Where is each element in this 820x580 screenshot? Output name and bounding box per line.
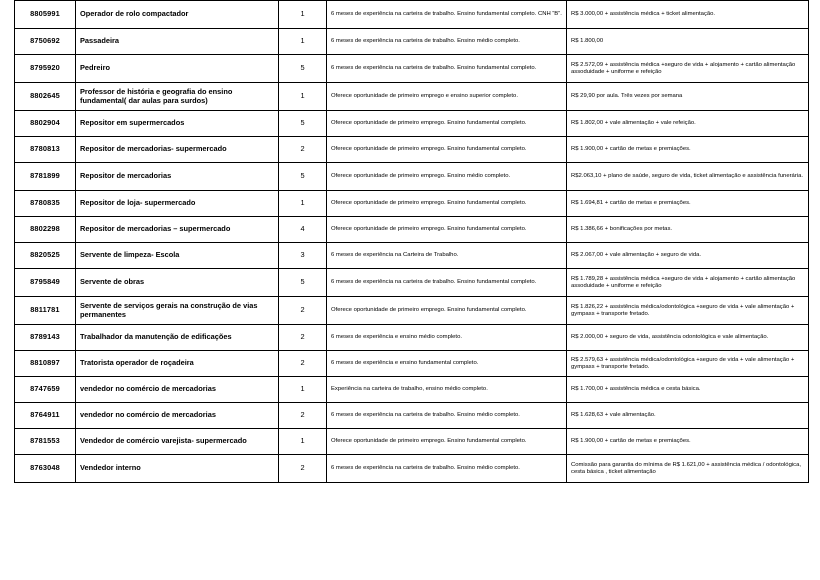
vacancy-title-cell: Passadeira bbox=[76, 29, 279, 55]
vacancy-quantity-cell: 2 bbox=[279, 455, 327, 483]
vacancy-quantity-cell: 4 bbox=[279, 217, 327, 243]
vacancy-code-cell: 8795920 bbox=[15, 55, 76, 83]
vacancy-requirements-cell: 6 meses de experiência na carteira de trabalho. Ensino fundamental completo. bbox=[327, 55, 567, 83]
table-row bbox=[15, 163, 809, 191]
vacancy-code-cell: 8750692 bbox=[15, 29, 76, 55]
vacancy-code-cell: 8795849 bbox=[15, 269, 76, 297]
table-row bbox=[15, 1, 809, 29]
vacancy-code-cell: 8764911 bbox=[15, 403, 76, 429]
table-row bbox=[15, 297, 809, 325]
vacancy-salary-cell: Comissão para garantia do mínima de R$ 1.621,00 + assistência médica / odontológica, cesta básica , ticket alimentação bbox=[567, 455, 809, 483]
vacancy-salary-cell: R$ 1.900,00 + cartão de metas e premiações. bbox=[567, 137, 809, 163]
vacancy-title-cell: Repositor de loja- supermercado bbox=[76, 191, 279, 217]
vacancy-title-cell: Servente de obras bbox=[76, 269, 279, 297]
vacancy-quantity-cell: 5 bbox=[279, 111, 327, 137]
vacancy-quantity-cell: 2 bbox=[279, 325, 327, 351]
table-row bbox=[15, 83, 809, 111]
vacancy-title-cell: Repositor de mercadorias – supermercado bbox=[76, 217, 279, 243]
vacancy-code-cell: 8802645 bbox=[15, 83, 76, 111]
vacancy-quantity-cell: 2 bbox=[279, 351, 327, 377]
table-row bbox=[15, 377, 809, 403]
vacancy-title-cell: Repositor em supermercados bbox=[76, 111, 279, 137]
vacancy-code-cell: 8810897 bbox=[15, 351, 76, 377]
vacancy-code-cell: 8802298 bbox=[15, 217, 76, 243]
vacancy-title-cell: Professor de história e geografia do ensino fundamental( dar aulas para surdos) bbox=[76, 83, 279, 111]
vacancy-quantity-cell: 1 bbox=[279, 377, 327, 403]
vacancy-code-cell: 8789143 bbox=[15, 325, 76, 351]
vacancy-quantity-cell: 1 bbox=[279, 83, 327, 111]
table-row bbox=[15, 455, 809, 483]
vacancy-salary-cell: R$ 2.572,09 + assistência médica +seguro de vida + alojamento + cartão alimentação assoduidade + uniforme e refeição bbox=[567, 55, 809, 83]
vacancy-salary-cell: R$ 1.694,81 + cartão de metas e premiações. bbox=[567, 191, 809, 217]
table-row bbox=[15, 429, 809, 455]
vacancy-requirements-cell: Oferece oportunidade de primeiro emprego e ensino superior completo. bbox=[327, 83, 567, 111]
vacancy-requirements-cell: Oferece oportunidade de primeiro emprego. Ensino fundamental completo. bbox=[327, 297, 567, 325]
table-row bbox=[15, 351, 809, 377]
vacancy-salary-cell: R$ 2.000,00 + seguro de vida, assistência odontológica e vale alimentação. bbox=[567, 325, 809, 351]
table-row bbox=[15, 137, 809, 163]
vacancy-salary-cell: R$ 1.900,00 + cartão de metas e premiações. bbox=[567, 429, 809, 455]
vacancy-quantity-cell: 5 bbox=[279, 55, 327, 83]
vacancy-code-cell: 8780835 bbox=[15, 191, 76, 217]
vacancy-quantity-cell: 1 bbox=[279, 29, 327, 55]
vacancy-quantity-cell: 1 bbox=[279, 191, 327, 217]
vacancy-quantity-cell: 1 bbox=[279, 429, 327, 455]
vacancy-title-cell: Operador de rolo compactador bbox=[76, 1, 279, 29]
vacancy-salary-cell: R$2.063,10 + plano de saúde, seguro de vida, ticket alimentação e assistência funerária. bbox=[567, 163, 809, 191]
table-row bbox=[15, 243, 809, 269]
vacancy-quantity-cell: 1 bbox=[279, 1, 327, 29]
vacancy-requirements-cell: Oferece oportunidade de primeiro emprego. Ensino fundamental completo. bbox=[327, 429, 567, 455]
vacancy-title-cell: Repositor de mercadorias- supermercado bbox=[76, 137, 279, 163]
vacancy-title-cell: Vendedor de comércio varejista- supermercado bbox=[76, 429, 279, 455]
vacancy-requirements-cell: 6 meses de experiência na Carteira de Trabalho. bbox=[327, 243, 567, 269]
vacancy-requirements-cell: 6 meses de experiência na carteira de trabalho. Ensino médio completo. bbox=[327, 455, 567, 483]
vacancy-code-cell: 8781899 bbox=[15, 163, 76, 191]
vacancy-code-cell: 8802904 bbox=[15, 111, 76, 137]
vacancy-requirements-cell: Oferece oportunidade de primeiro emprego. Ensino fundamental completo. bbox=[327, 191, 567, 217]
vacancy-title-cell: vendedor no comércio de mercadorias bbox=[76, 403, 279, 429]
vacancy-requirements-cell: Oferece oportunidade de primeiro emprego. Ensino fundamental completo. bbox=[327, 137, 567, 163]
vacancy-title-cell: Trabalhador da manutenção de edificações bbox=[76, 325, 279, 351]
table-row bbox=[15, 403, 809, 429]
vacancy-requirements-cell: 6 meses de experiência na carteira de trabalho. Ensino fundamental completo. bbox=[327, 269, 567, 297]
vacancy-salary-cell: R$ 2.067,00 + vale alimentação + seguro de vida. bbox=[567, 243, 809, 269]
vacancy-code-cell: 8747659 bbox=[15, 377, 76, 403]
table-row bbox=[15, 269, 809, 297]
table-row bbox=[15, 29, 809, 55]
vacancy-title-cell: Tratorista operador de roçadeira bbox=[76, 351, 279, 377]
vacancy-salary-cell: R$ 1.700,00 + assistência médica e cesta básica. bbox=[567, 377, 809, 403]
vacancy-requirements-cell: Oferece oportunidade de primeiro emprego. Ensino fundamental completo. bbox=[327, 217, 567, 243]
vacancy-title-cell: Pedreiro bbox=[76, 55, 279, 83]
vacancy-salary-cell: R$ 29,90 por aula. Três vezes por semana bbox=[567, 83, 809, 111]
vacancy-title-cell: vendedor no comércio de mercadorias bbox=[76, 377, 279, 403]
vacancy-code-cell: 8780813 bbox=[15, 137, 76, 163]
vacancy-quantity-cell: 3 bbox=[279, 243, 327, 269]
table-row bbox=[15, 217, 809, 243]
table-row bbox=[15, 191, 809, 217]
vacancy-requirements-cell: Oferece oportunidade de primeiro emprego. Ensino fundamental completo. bbox=[327, 111, 567, 137]
vacancy-title-cell: Vendedor interno bbox=[76, 455, 279, 483]
vacancy-requirements-cell: 6 meses de experiência na carteira de trabalho. Ensino médio completo. bbox=[327, 29, 567, 55]
vacancy-quantity-cell: 2 bbox=[279, 297, 327, 325]
table-row bbox=[15, 325, 809, 351]
vacancy-code-cell: 8811781 bbox=[15, 297, 76, 325]
vacancy-salary-cell: R$ 1.789,28 + assistência médica +seguro de vida + alojamento + cartão alimentação assoduidade + uniforme e refeição bbox=[567, 269, 809, 297]
vacancy-code-cell: 8820525 bbox=[15, 243, 76, 269]
vacancy-salary-cell: R$ 1.386,66 + bonificações por metas. bbox=[567, 217, 809, 243]
vacancy-code-cell: 8805991 bbox=[15, 1, 76, 29]
vacancy-salary-cell: R$ 1.826,22 + assistência médica/odontológica +seguro de vida + vale alimentação + gympass + transporte fretado. bbox=[567, 297, 809, 325]
vacancy-requirements-cell: Experiência na carteira de trabalho, ensino médio completo. bbox=[327, 377, 567, 403]
vacancy-requirements-cell: 6 meses de experiência e ensino fundamental completo. bbox=[327, 351, 567, 377]
vacancy-salary-cell: R$ 1.802,00 + vale alimentação + vale refeição. bbox=[567, 111, 809, 137]
vacancy-salary-cell: R$ 3.000,00 + assistência médica + ticket alimentação. bbox=[567, 1, 809, 29]
vacancy-salary-cell: R$ 1.628,63 + vale alimentação. bbox=[567, 403, 809, 429]
vacancy-requirements-cell: 6 meses de experiência na carteira de trabalho. Ensino fundamental completo. CNH “B”. bbox=[327, 1, 567, 29]
vacancy-quantity-cell: 5 bbox=[279, 163, 327, 191]
vacancy-code-cell: 8763048 bbox=[15, 455, 76, 483]
table-row bbox=[15, 111, 809, 137]
vacancy-table bbox=[14, 0, 809, 483]
vacancy-title-cell: Servente de serviços gerais na construção de vias permanentes bbox=[76, 297, 279, 325]
vacancy-quantity-cell: 2 bbox=[279, 403, 327, 429]
vacancy-code-cell: 8781553 bbox=[15, 429, 76, 455]
vacancy-title-cell: Servente de limpeza- Escola bbox=[76, 243, 279, 269]
vacancy-salary-cell: R$ 1.800,00 bbox=[567, 29, 809, 55]
vacancy-requirements-cell: 6 meses de experiência e ensino médio completo. bbox=[327, 325, 567, 351]
vacancy-salary-cell: R$ 2.579,63 + assistência médica/odontológica +seguro de vida + vale alimentação + gympass + transporte fretado. bbox=[567, 351, 809, 377]
table-row bbox=[15, 55, 809, 83]
vacancy-quantity-cell: 2 bbox=[279, 137, 327, 163]
vacancy-requirements-cell: 6 meses de experiência na carteira de trabalho. Ensino médio completo. bbox=[327, 403, 567, 429]
table-body bbox=[15, 1, 809, 483]
vacancy-title-cell: Repositor de mercadorias bbox=[76, 163, 279, 191]
vacancy-requirements-cell: Oferece oportunidade de primeiro emprego. Ensino médio completo. bbox=[327, 163, 567, 191]
vacancy-quantity-cell: 5 bbox=[279, 269, 327, 297]
